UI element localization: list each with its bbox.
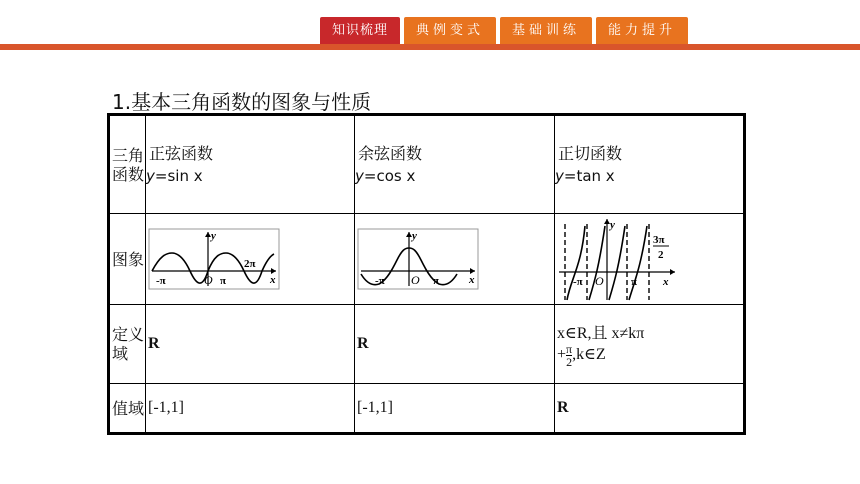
cos-name: 余弦函数 <box>358 143 423 163</box>
tab-advanced[interactable]: 能力提升 <box>596 17 688 44</box>
tan-domain-line1: x∈R,且 x≠kπ <box>557 325 645 342</box>
table-row <box>109 115 745 214</box>
svg-text:-π: -π <box>375 275 385 287</box>
svg-text:-π: -π <box>573 276 583 288</box>
tab-basic-training[interactable]: 基础训练 <box>500 17 592 44</box>
section-tabs <box>320 17 688 44</box>
svg-text:y: y <box>211 230 216 242</box>
svg-text:-π: -π <box>156 275 166 287</box>
sin-formula: y=sin x <box>146 166 203 185</box>
header-accent-bar <box>0 44 860 50</box>
sin-domain: R <box>146 305 355 384</box>
tab-examples[interactable]: 典例变式 <box>404 17 496 44</box>
cell-cos-name <box>355 115 555 214</box>
svg-text:x: x <box>270 274 276 286</box>
tan-formula: y=tan x <box>555 166 615 185</box>
row-header-graph: 图象 <box>109 214 146 305</box>
cell-sin-graph <box>146 214 355 305</box>
svg-text:y: y <box>610 219 615 231</box>
table-row <box>109 214 745 305</box>
cos-domain: R <box>355 305 555 384</box>
cell-cos-graph <box>355 214 555 305</box>
cell-tan-graph <box>555 214 745 305</box>
cell-sin-name <box>146 115 355 214</box>
cos-graph <box>357 228 479 290</box>
row-header-range: 值域 <box>109 384 146 434</box>
tan-graph <box>557 216 679 302</box>
svg-text:O: O <box>411 273 420 287</box>
cell-tan-name <box>555 115 745 214</box>
tan-domain-line2: + $\frac{\pi}{2}$ ,k∈Z <box>557 342 606 369</box>
row-header-function: 三角函数 <box>109 115 146 214</box>
tan-range: R <box>555 384 745 434</box>
sin-range: [-1,1] <box>146 384 355 434</box>
trig-properties-table <box>107 113 746 435</box>
row-header-domain: 定义域 <box>109 305 146 384</box>
svg-text:x: x <box>469 274 475 286</box>
sin-graph <box>148 228 280 290</box>
svg-text:π: π <box>631 276 638 288</box>
svg-text:O: O <box>204 273 213 287</box>
tab-knowledge[interactable]: 知识梳理 <box>320 17 400 44</box>
svg-text:y: y <box>412 230 417 242</box>
tan-name: 正切函数 <box>558 143 623 163</box>
table-row <box>109 305 745 384</box>
svg-text:π: π <box>433 275 440 287</box>
svg-text:3π: 3π <box>653 234 665 246</box>
svg-text:O: O <box>595 274 604 288</box>
cos-formula: y=cos x <box>355 166 416 185</box>
svg-text:π: π <box>220 275 227 287</box>
sin-name: 正弦函数 <box>149 143 214 163</box>
svg-text:x: x <box>663 276 669 288</box>
svg-text:2π: 2π <box>244 258 256 270</box>
table-row <box>109 384 745 434</box>
svg-text:2: 2 <box>658 249 664 261</box>
tan-domain <box>555 305 745 384</box>
page-title: 1.基本三角函数的图象与性质 <box>112 90 372 114</box>
cos-range: [-1,1] <box>355 384 555 434</box>
